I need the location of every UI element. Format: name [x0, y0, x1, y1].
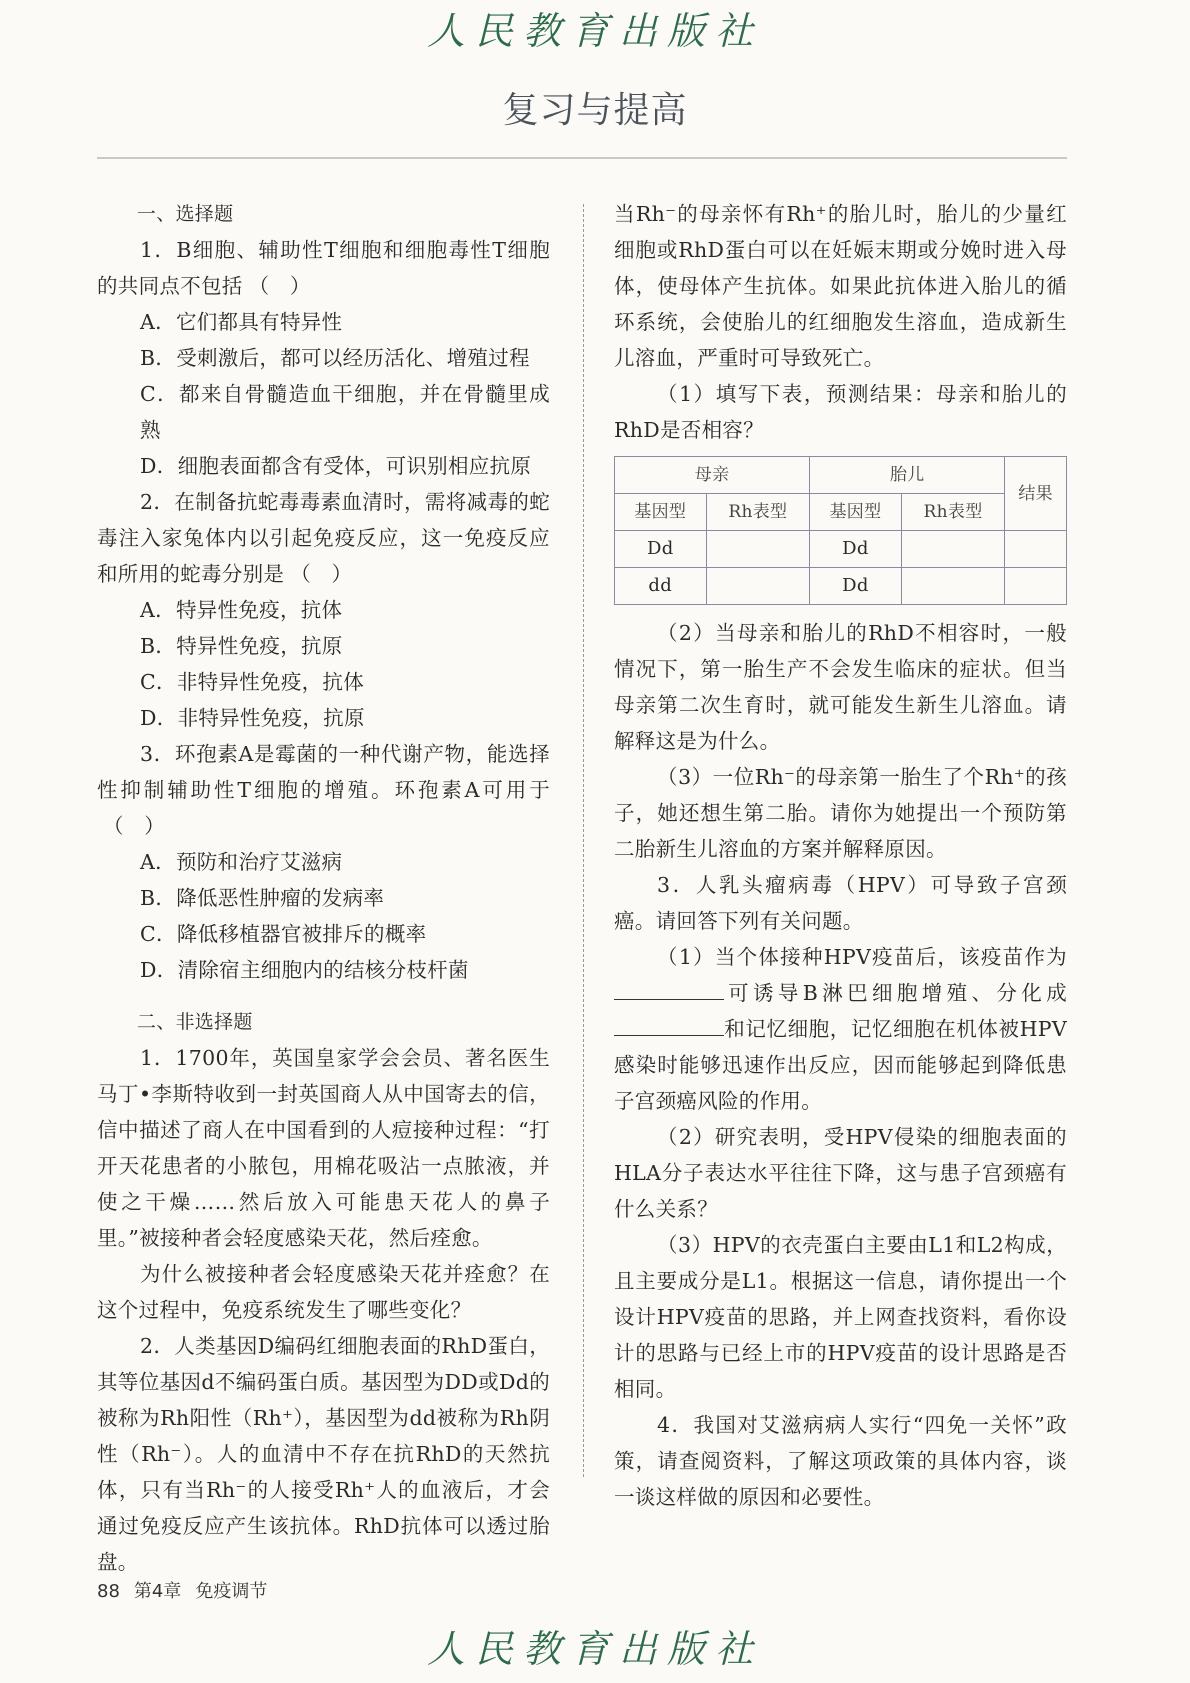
question-paragraph: 4．我国对艾滋病病人实行“四免一关怀”政策，请查阅资料，了解这项政策的具体内容，谈一谈这样做的原因和必要性。	[614, 1413, 1067, 1509]
table-header: 胎儿	[810, 457, 1005, 494]
table-row	[615, 568, 1067, 605]
publisher-logo-bottom: 人民教育出版社	[426, 1627, 763, 1671]
page-title: 复习与提高	[502, 90, 688, 131]
question-paragraph: （2）研究表明，受HPV侵染的细胞表面的HLA分子表达水平往往下降，这与患子宫颈癌有什么关系？	[614, 1125, 1067, 1221]
option: B．受刺激后，都可以经历活化、增殖过程	[140, 346, 530, 370]
table-header: Rh表型	[901, 494, 1005, 531]
question-1	[97, 232, 550, 304]
question-paragraph: 3．人乳头瘤病毒（HPV）可导致子宫颈癌。请回答下列有关问题。	[614, 873, 1067, 933]
table-cell	[901, 531, 1005, 568]
question-stem: 2．在制备抗蛇毒毒素血清时，需将减毒的蛇毒注入家兔体内以引起免疫反应，这一免疫反应和所用的蛇毒分别是	[97, 490, 550, 586]
option: D．非特异性免疫，抗原	[140, 706, 365, 730]
question-paragraph	[614, 939, 1067, 1119]
table-header: Rh表型	[706, 494, 810, 531]
answer-blank	[614, 1015, 724, 1036]
table-cell	[706, 531, 810, 568]
spacer	[97, 988, 550, 1004]
question-2	[97, 484, 550, 592]
section-heading: 二、非选择题	[136, 1011, 253, 1033]
option: A．预防和治疗艾滋病	[140, 850, 343, 874]
table-row	[615, 531, 1067, 568]
title-divider	[97, 157, 1067, 159]
table-cell	[706, 568, 810, 605]
question-paragraph: 1．1700年，英国皇家学会会员、著名医生马丁•李斯特收到一封英国商人从中国寄去的信，信中描述了商人在中国看到的人痘接种过程：“打开天花患者的小脓包，用棉花吸沾一点脓液，并使之干燥……然后放入可能患天花人的鼻子里。”被接种者会轻度感染天花，然后痊愈。	[97, 1046, 550, 1250]
chapter-label: 第4章	[133, 1581, 182, 1602]
option: A．特异性免疫，抗体	[140, 598, 343, 622]
table-cell: Dd	[810, 531, 902, 568]
table-header: 基因型	[810, 494, 902, 531]
option: C．都来自骨髓造血干细胞，并在骨髓里成熟	[140, 382, 550, 442]
question-stem: 1．B细胞、辅助性T细胞和细胞毒性T细胞的共同点不包括	[97, 238, 550, 298]
publisher-logo-top: 人民教育出版社	[426, 9, 763, 53]
option: B．特异性免疫，抗原	[140, 634, 343, 658]
question-paragraph: （3）一位Rh⁻的母亲第一胎生了个Rh⁺的孩子，她还想生第二胎。请你为她提出一个预防第二胎新生儿溶血的方案并解释原因。	[614, 765, 1067, 861]
left-column	[97, 196, 550, 1574]
question-3	[97, 736, 550, 844]
table-header: 基因型	[615, 494, 707, 531]
answer-paren: （ ）	[290, 562, 353, 586]
chapter-title: 免疫调节	[195, 1581, 268, 1602]
question-paragraph: （1）填写下表，预测结果：母亲和胎儿的RhD是否相容？	[614, 382, 1067, 442]
rh-table	[614, 456, 1067, 605]
table-cell: Dd	[810, 568, 902, 605]
answer-blank	[614, 979, 724, 1000]
column-divider	[583, 204, 584, 1477]
table-cell	[901, 568, 1005, 605]
table-cell: dd	[615, 568, 707, 605]
page-number: 88	[97, 1581, 120, 1602]
table-header: 母亲	[615, 457, 810, 494]
question-stem: 3．环孢素A是霉菌的一种代谢产物，能选择性抑制辅助性T细胞的增殖。环孢素A可用于	[97, 742, 550, 802]
option: D．细胞表面都含有受体，可识别相应抗原	[140, 454, 532, 478]
question-paragraph: 当Rh⁻的母亲怀有Rh⁺的胎儿时，胎儿的少量红细胞或RhD蛋白可以在妊娠末期或分娩时进入母体，使母体产生抗体。如果此抗体进入胎儿的循环系统，会使胎儿的红细胞发生溶血，造成新生儿溶血，严重时可导致死亡。	[614, 202, 1067, 370]
table-cell	[1005, 568, 1067, 605]
option: C．降低移植器官被排斥的概率	[140, 922, 427, 946]
table-header: 结果	[1005, 457, 1067, 531]
option: B．降低恶性肿瘤的发病率	[140, 886, 385, 910]
answer-paren: （ ）	[103, 814, 166, 838]
option: C．非特异性免疫，抗体	[140, 670, 365, 694]
table-cell	[1005, 531, 1067, 568]
text: 和记忆细胞，记忆细胞在机体被HPV感染时能够迅速作出反应，因而能够起到降低患子宫颈癌风险的作用。	[614, 1017, 1067, 1113]
question-paragraph: 2．人类基因D编码红细胞表面的RhD蛋白，其等位基因d不编码蛋白质。基因型为DD或Dd的被称为Rh阳性（Rh⁺），基因型为dd被称为Rh阴性（Rh⁻）。人的血清中不存在抗RhD的天然抗体，只有当Rh⁻的人接受Rh⁺人的血液后，才会通过免疫反应产生该抗体。RhD抗体可以透过胎盘。	[97, 1334, 550, 1574]
text: 可诱导B淋巴细胞增殖、分化成	[724, 981, 1067, 1005]
question-paragraph: （3）HPV的衣壳蛋白主要由L1和L2构成，且主要成分是L1。根据这一信息，请你提出一个设计HPV疫苗的思路，并上网查找资料，看你设计的思路与已经上市的HPV疫苗的设计思路是否相同。	[614, 1233, 1067, 1401]
table-cell: Dd	[615, 531, 707, 568]
question-paragraph: 为什么被接种者会轻度感染天花并痊愈？在这个过程中，免疫系统发生了哪些变化？	[97, 1262, 550, 1322]
option: A．它们都具有特异性	[140, 310, 343, 334]
page-footer	[97, 1580, 281, 1604]
right-column	[614, 196, 1067, 1515]
answer-paren: （ ）	[248, 274, 311, 298]
text: （1）当个体接种HPV疫苗后，该疫苗作为	[657, 945, 1067, 969]
section-heading: 一、选择题	[136, 203, 234, 225]
option: D．清除宿主细胞内的结核分枝杆菌	[140, 958, 469, 982]
question-paragraph: （2）当母亲和胎儿的RhD不相容时，一般情况下，第一胎生产不会发生临床的症状。但当母亲第二次生育时，就可能发生新生儿溶血。请解释这是为什么。	[614, 621, 1067, 753]
